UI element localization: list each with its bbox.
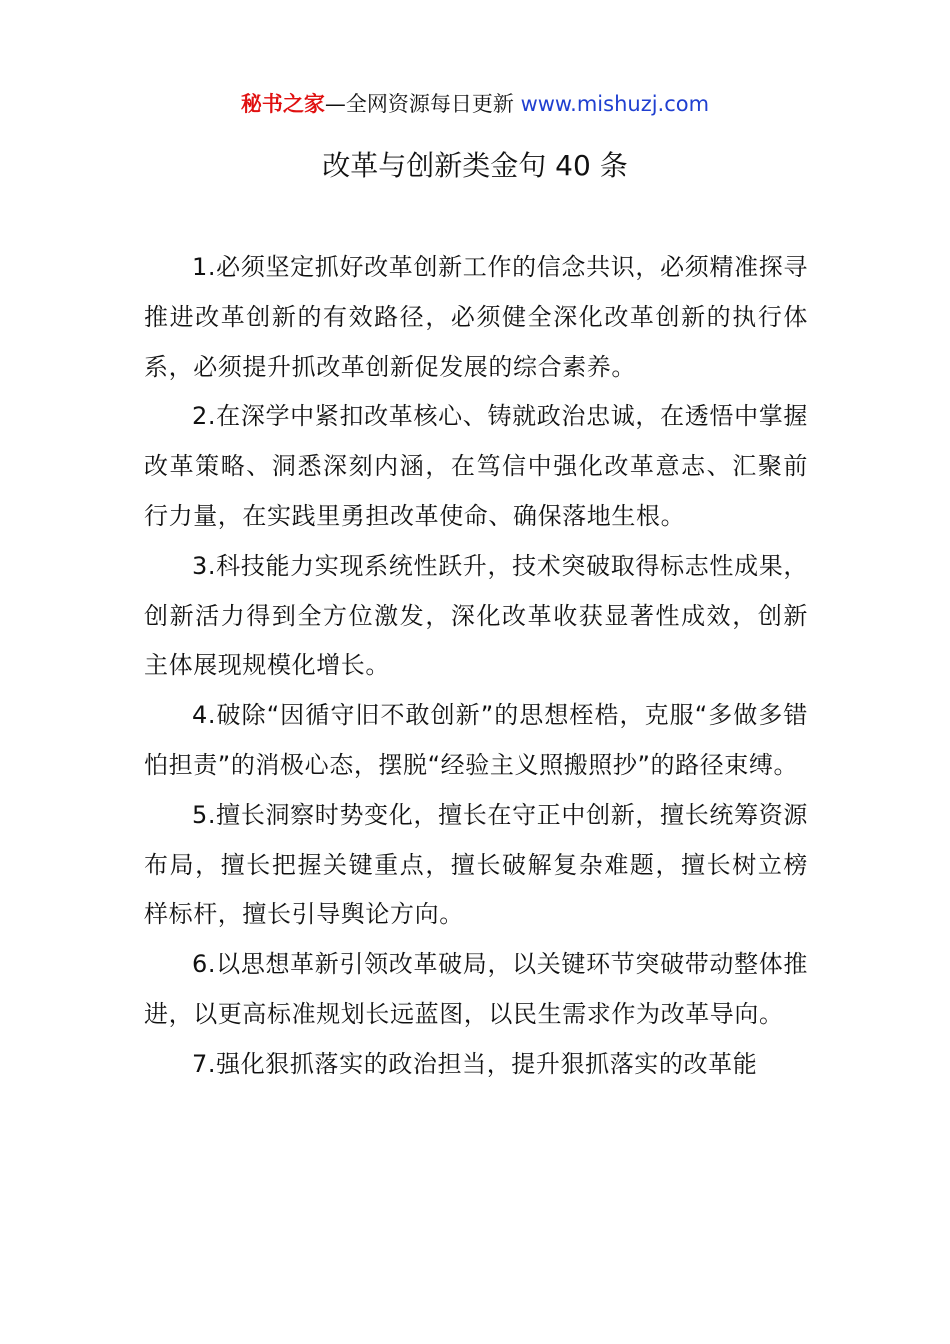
paragraph-4: 4.破除“因循守旧不敢创新”的思想桎梏，克服“多做多错怕担责”的消极心态，摆脱“经验主义照搬照抄”的路径束缚。 [144, 701, 808, 779]
site-brand: 秘书之家 [240, 92, 325, 116]
paragraph-2: 2.在深学中紧扣改革核心、铸就政治忠诚，在透悟中掌握改革策略、洞悉深刻内涵，在笃信中强化改革意志、汇聚前行力量，在实践里勇担改革使命、确保落地生根。 [144, 402, 808, 530]
site-tagline: —全网资源每日更新 [324, 92, 521, 116]
paragraph-3: 3.科技能力实现系统性跃升，技术突破取得标志性成果，创新活力得到全方位激发，深化改革收获显著性成效，创新主体展现规模化增长。 [144, 551, 808, 680]
site-header [0, 88, 950, 120]
paragraph-6: 6.以思想革新引领改革破局，以关键环节突破带动整体推进，以更高标准规划长远蓝图，以民生需求作为改革导向。 [144, 950, 808, 1028]
paragraph-7: 7.强化狠抓落实的政治担当，提升狠抓落实的改革能 [192, 1049, 758, 1078]
paragraph-1: 1.必须坚定抓好改革创新工作的信念共识，必须精准探寻推进改革创新的有效路径，必须健全深化改革创新的执行体系，必须提升抓改革创新促发展的综合素养。 [144, 253, 808, 381]
document-title: 改革与创新类金句 40 条 [322, 149, 628, 182]
document-body [144, 243, 808, 1090]
site-url-link[interactable]: www.mishuzj.com [520, 92, 710, 116]
paragraph-5: 5.擅长洞察时势变化，擅长在守正中创新，擅长统筹资源布局，擅长把握关键重点，擅长破解复杂难题，擅长树立榜样标杆，擅长引导舆论方向。 [144, 800, 808, 929]
